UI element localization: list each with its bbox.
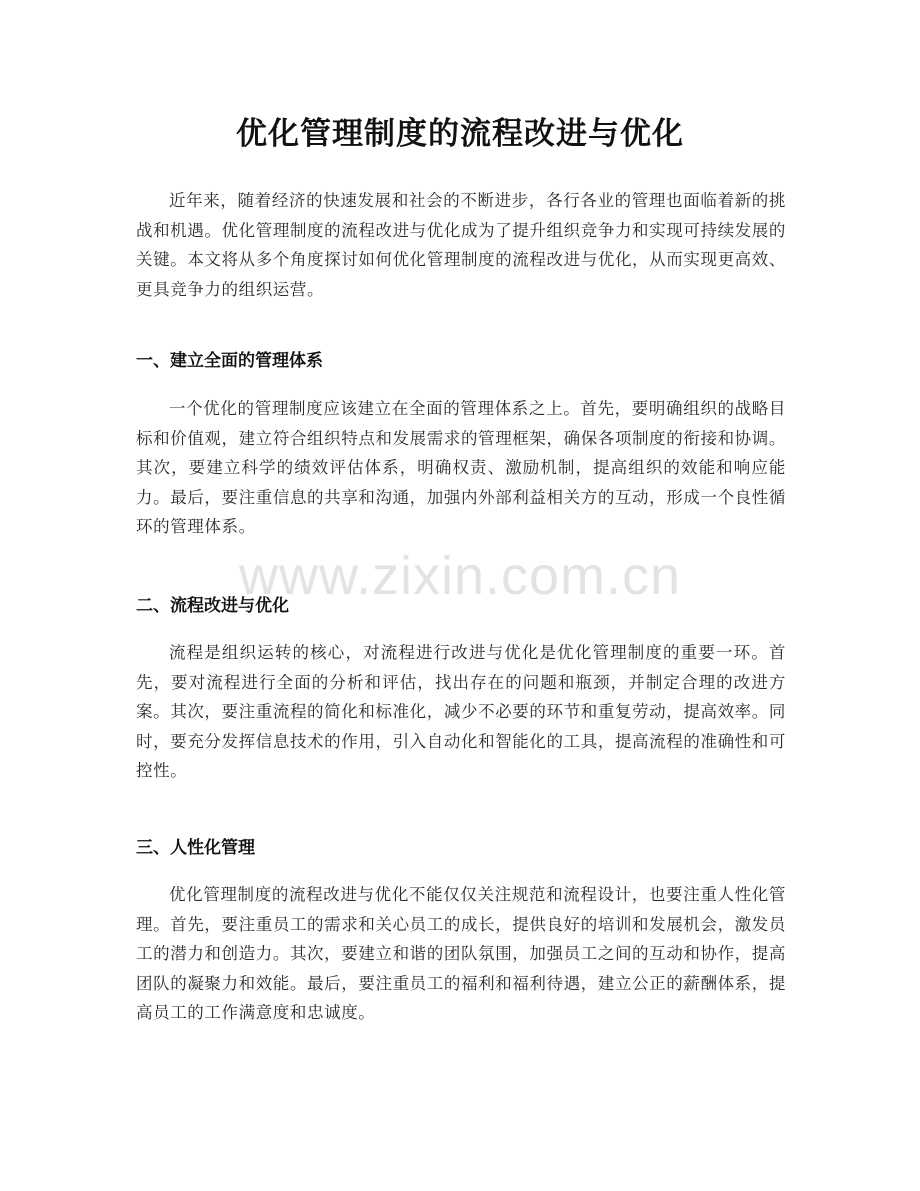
section-2-body: 流程是组织运转的核心，对流程进行改进与优化是优化管理制度的重要一环。首先，要对流程进行全面的分析和评估，找出存在的问题和瓶颈，并制定合理的改进方案。其次，要注重流程的简化和标准化，减少不必要的环节和重复劳动，提高效率。同时，要充分发挥信息技术的作用，引入自动化和智能化的工具，提高流程的准确性和可控性。 (136, 643, 786, 780)
watermark: www.zixin.com.cn (238, 546, 682, 606)
section-1-heading: 一、建立全面的管理体系 (136, 351, 323, 371)
intro-paragraph: 近年来，随着经济的快速发展和社会的不断进步，各行各业的管理也面临着新的挑战和机遇。优化管理制度的流程改进与优化成为了提升组织竞争力和实现可持续发展的关键。本文将从多个角度探讨如何优化管理制度的流程改进与优化，从而实现更高效、更具竞争力的组织运营。 (136, 191, 786, 299)
section-3-body: 优化管理制度的流程改进与优化不能仅仅关注规范和流程设计，也要注重人性化管理。首先，要注重员工的需求和关心员工的成长，提供良好的培训和发展机会，激发员工的潜力和创造力。其次，要建立和谐的团队氛围，加强员工之间的互动和协作，提高团队的凝聚力和效能。最后，要注重员工的福利和福利待遇，建立公正的薪酬体系，提高员工的工作满意度和忠诚度。 (136, 885, 786, 1022)
section-3-heading: 三、人性化管理 (136, 838, 255, 858)
document-title: 优化管理制度的流程改进与优化 (236, 116, 684, 152)
section-2-heading: 二、流程改进与优化 (136, 596, 289, 616)
section-1-body: 一个优化的管理制度应该建立在全面的管理体系之上。首先，要明确组织的战略目标和价值观，建立符合组织特点和发展需求的管理框架，确保各项制度的衔接和协调。其次，要建立科学的绩效评估体系，明确权责、激励机制，提高组织的效能和响应能力。最后，要注重信息的共享和沟通，加强内外部利益相关方的互动，形成一个良性循环的管理体系。 (136, 399, 786, 536)
